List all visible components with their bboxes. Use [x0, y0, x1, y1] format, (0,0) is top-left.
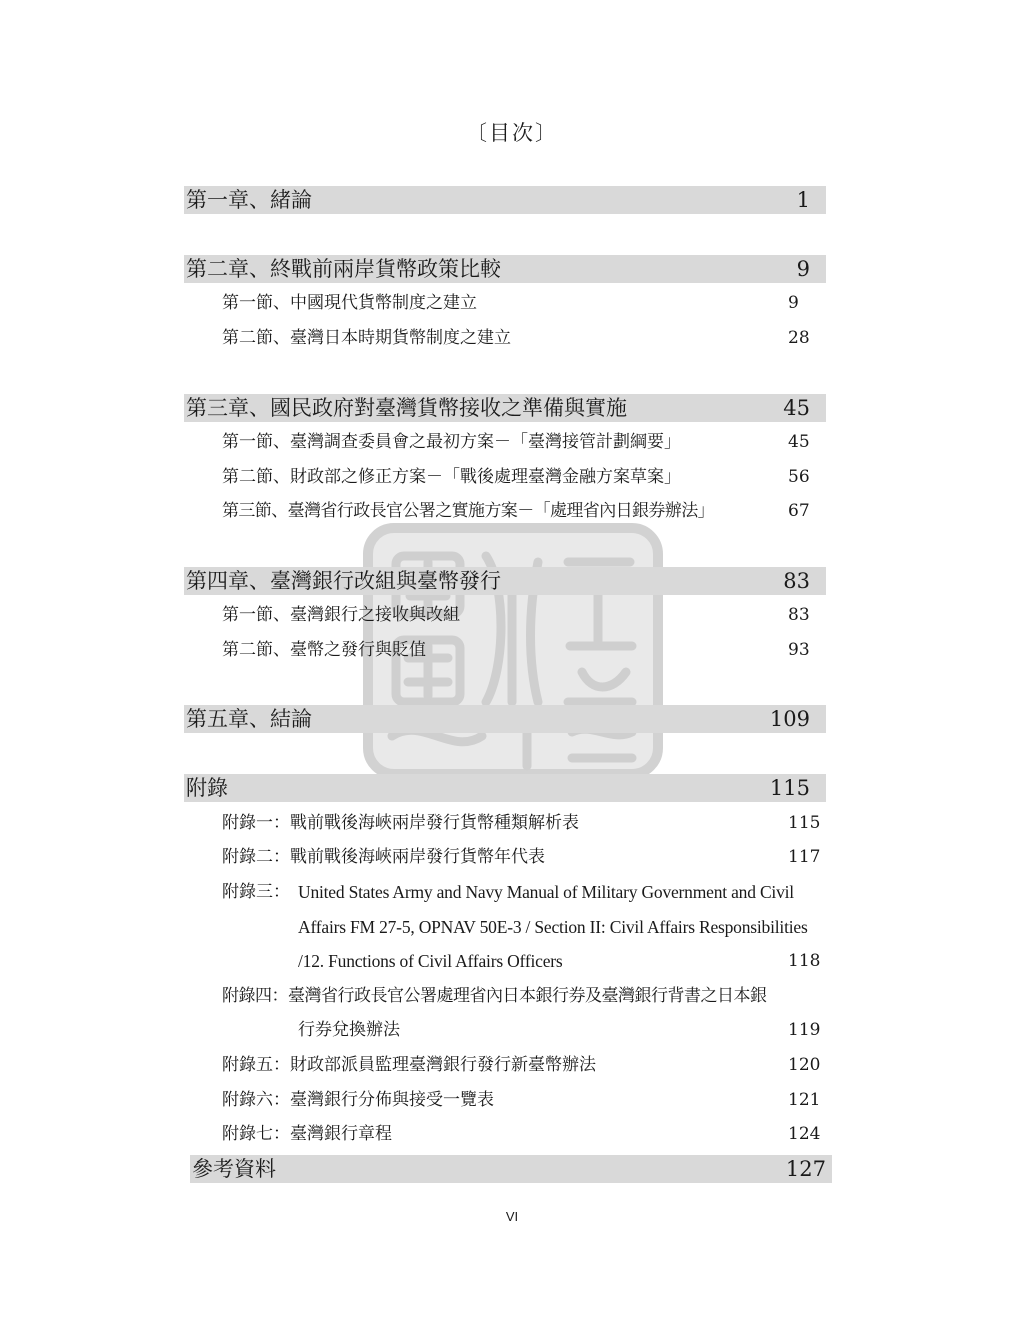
section-title: 第二節、臺灣日本時期貨幣制度之建立	[222, 328, 511, 348]
appendix-label: 附錄三：	[222, 882, 290, 902]
appendix-title-line	[298, 879, 838, 905]
toc-chapter-2[interactable]	[184, 255, 826, 283]
appendix-title: 附錄二：戰前戰後海峽兩岸發行貨幣年代表	[222, 847, 545, 867]
appendix-title: 附錄一：戰前戰後海峽兩岸發行貨幣種類解析表	[222, 813, 579, 833]
page-number: 115	[788, 813, 821, 833]
chapter-title: 第三章、國民政府對臺灣貨幣接收之準備與實施	[186, 396, 627, 420]
toc-section[interactable]	[222, 602, 832, 628]
page-number: 45	[783, 396, 810, 420]
appendix-title-text: 行券兌換辦法	[298, 1020, 400, 1040]
page-number: 1	[796, 188, 810, 212]
toc-section[interactable]	[222, 290, 832, 316]
page-number: 121	[788, 1090, 821, 1110]
appendix-title: 附錄四：臺灣省行政長官公署處理省內日本銀行券及臺灣銀行背書之日本銀	[222, 986, 767, 1006]
appendix-title: 附錄六：臺灣銀行分佈與接受一覽表	[222, 1090, 494, 1110]
chapter-title: 第二章、終戰前兩岸貨幣政策比較	[186, 257, 501, 281]
appendix-title: 附錄五：財政部派員監理臺灣銀行發行新臺幣辦法	[222, 1055, 596, 1075]
toc-section[interactable]	[222, 498, 832, 524]
section-title: 第一節、中國現代貨幣制度之建立	[222, 293, 477, 313]
appendix-title-text: Affairs FM 27-5, OPNAV 50E-3 / Section II: Civil Affairs Responsibilities	[298, 917, 808, 937]
toc-appendix-item[interactable]	[222, 844, 832, 870]
page-number: 109	[769, 707, 810, 731]
page-number: 67	[788, 501, 810, 521]
page-number: 117	[788, 847, 821, 867]
chapter-title: 參考資料	[192, 1157, 276, 1181]
toc-section[interactable]	[222, 429, 832, 455]
toc-chapter-3[interactable]	[184, 394, 826, 422]
page-number: 56	[788, 467, 810, 487]
toc-appendix-item[interactable]	[222, 810, 832, 836]
toc-section[interactable]	[222, 464, 832, 490]
page-number: 83	[788, 605, 810, 625]
toc-title: 〔目次〕	[466, 121, 558, 145]
section-title: 第二節、臺幣之發行與貶值	[222, 640, 426, 660]
appendix-title-line	[298, 1017, 838, 1043]
toc-chapter-4[interactable]	[184, 567, 826, 595]
page-footer-number: VI	[505, 1209, 519, 1224]
toc-section[interactable]	[222, 637, 832, 663]
page-number: 124	[788, 1124, 821, 1144]
page-number: 93	[788, 640, 810, 660]
section-title: 第一節、臺灣銀行之接收與改組	[222, 605, 460, 625]
appendix-title-text: United States Army and Navy Manual of Military Government and Civil	[298, 882, 794, 902]
toc-chapter-5[interactable]	[184, 705, 826, 733]
appendix-title: 附錄七：臺灣銀行章程	[222, 1124, 392, 1144]
chapter-title: 第四章、臺灣銀行改組與臺幣發行	[186, 569, 501, 593]
appendix-title-text: /12. Functions of Civil Affairs Officers	[298, 951, 563, 971]
page-number: 45	[788, 432, 810, 452]
section-title: 第三節、臺灣省行政長官公署之實施方案－「處理省內日銀券辦法」	[222, 501, 714, 521]
page-number: 28	[788, 328, 810, 348]
toc-appendix-item[interactable]	[222, 1052, 832, 1078]
toc-appendix[interactable]	[184, 774, 826, 802]
page-number: 83	[783, 569, 810, 593]
chapter-title: 附錄	[186, 776, 228, 800]
page-number: 118	[788, 951, 821, 971]
appendix-title-line	[298, 914, 838, 940]
page-number: 119	[788, 1020, 821, 1040]
toc-appendix-item[interactable]	[222, 1087, 832, 1113]
section-title: 第一節、臺灣調查委員會之最初方案－「臺灣接管計劃綱要」	[222, 432, 681, 452]
toc-section[interactable]	[222, 325, 832, 351]
toc-chapter-1[interactable]	[184, 186, 826, 214]
page-number: 120	[788, 1055, 821, 1075]
toc-appendix-item[interactable]	[222, 1121, 832, 1147]
chapter-title: 第一章、緒論	[186, 188, 312, 212]
chapter-title: 第五章、結論	[186, 707, 312, 731]
toc-references[interactable]	[190, 1155, 832, 1183]
page-number: 9	[796, 257, 810, 281]
toc-appendix-item[interactable]	[222, 983, 832, 1009]
page-number: 115	[769, 776, 810, 800]
section-title: 第二節、財政部之修正方案－「戰後處理臺灣金融方案草案」	[222, 467, 681, 487]
appendix-title-line	[298, 948, 838, 974]
page-number: 127	[785, 1157, 826, 1181]
page-number: 9	[788, 293, 799, 313]
